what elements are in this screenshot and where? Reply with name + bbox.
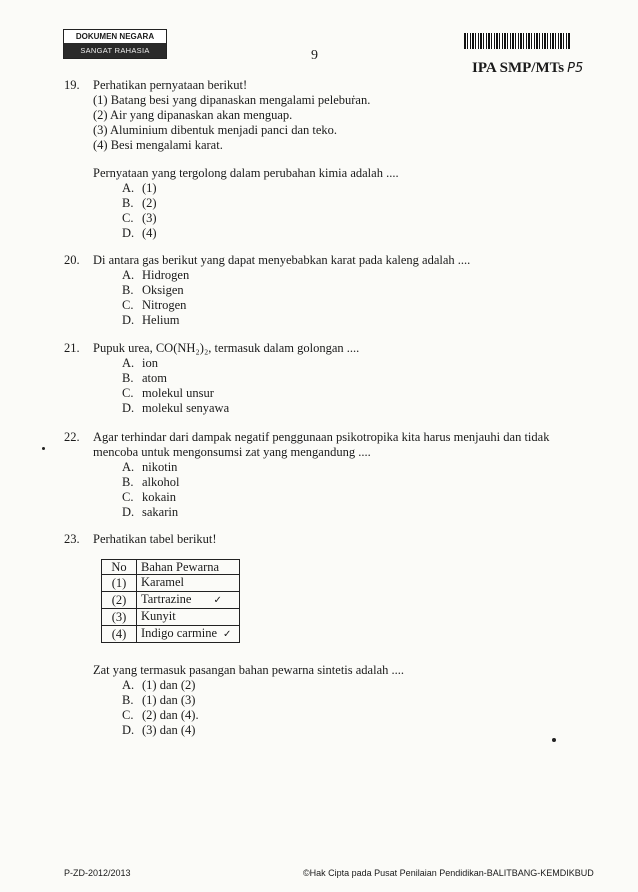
table-header: Bahan Pewarna: [137, 560, 240, 575]
option-text: (2): [142, 196, 157, 210]
table-row: [102, 592, 240, 609]
table-cell-name: [137, 626, 240, 643]
question-prompt: mencoba untuk mengonsumsi zat yang mengandung ....: [93, 445, 371, 459]
question-line: Perhatikan pernyataan berikut!: [93, 78, 248, 92]
document-classification-box: [63, 29, 167, 59]
option-text: Nitrogen: [142, 298, 187, 312]
table-row: [102, 575, 240, 592]
answer-option[interactable]: [122, 181, 563, 196]
table-cell-name: [137, 609, 240, 626]
option-text: sakarin: [142, 505, 179, 519]
option-text: (1) dan (2): [142, 678, 196, 692]
check-mark-icon: ✓: [223, 629, 232, 640]
option-letter: C.: [122, 298, 134, 312]
option-text: molekul senyawa: [142, 401, 230, 415]
dye-table: [101, 559, 240, 643]
question-line: (2) Air yang dipanaskan akan menguap.: [93, 108, 293, 122]
barcode-image: [464, 33, 570, 49]
option-letter: B.: [122, 196, 134, 210]
answer-option[interactable]: [122, 226, 563, 241]
option-text: atom: [142, 371, 167, 385]
subject-label: IPA SMP/MTs: [472, 60, 565, 76]
question-number: 22.: [64, 430, 80, 444]
option-letter: A.: [122, 181, 135, 195]
scan-speck: [42, 447, 45, 450]
option-letter: A.: [122, 356, 135, 370]
answer-option[interactable]: [122, 298, 563, 313]
option-text: Helium: [142, 313, 180, 327]
option-text: alkohol: [142, 475, 180, 489]
option-text: ion: [142, 356, 158, 370]
question-prompt: Perhatikan tabel berikut!: [93, 532, 217, 546]
table-cell-name: [137, 575, 240, 592]
answer-option[interactable]: [122, 723, 563, 738]
question-number: 20.: [64, 253, 80, 267]
scan-speck: [552, 738, 556, 742]
answer-option[interactable]: [122, 371, 563, 386]
option-text: (1): [142, 181, 157, 195]
table-cell-no: (4): [102, 626, 137, 643]
subject-title: [472, 60, 583, 77]
question-line: (1) Batang besi yang dipanaskan mengalami pelebuṙan.: [93, 93, 371, 107]
answer-option[interactable]: [122, 693, 563, 708]
option-text: (3): [142, 211, 157, 225]
option-letter: C.: [122, 708, 134, 722]
dye-name: Karamel: [141, 575, 185, 589]
page-number: 9: [311, 48, 318, 63]
answer-option[interactable]: [122, 490, 563, 505]
question-prompt: Di antara gas berikut yang dapat menyebabkan karat pada kaleng adalah ....: [93, 253, 471, 267]
option-letter: B.: [122, 475, 134, 489]
option-letter: A.: [122, 460, 135, 474]
doc-label: DOKUMEN NEGARA: [64, 30, 166, 43]
answer-option[interactable]: [122, 268, 563, 283]
question-line: (3) Aluminium dibentuk menjadi panci dan teko.: [93, 123, 338, 137]
secret-label: SANGAT RAHASIA: [64, 43, 166, 58]
dye-name: Indigo carmine: [141, 626, 218, 640]
option-text: (3) dan (4): [142, 723, 196, 737]
option-text: (1) dan (3): [142, 693, 196, 707]
question-number: 21.: [64, 341, 80, 355]
option-letter: B.: [122, 371, 134, 385]
table-cell-no: (3): [102, 609, 137, 626]
answer-option[interactable]: [122, 283, 563, 298]
dye-name: Tartrazine: [141, 592, 192, 606]
option-text: Oksigen: [142, 283, 184, 297]
answer-option[interactable]: [122, 460, 563, 475]
option-letter: D.: [122, 226, 135, 240]
table-cell-no: (1): [102, 575, 137, 592]
option-text: nikotin: [142, 460, 178, 474]
option-letter: D.: [122, 723, 135, 737]
question-prompt: Pupuk urea, CO(NH₂)₂, termasuk dalam golongan ....: [93, 341, 360, 355]
option-letter: B.: [122, 283, 134, 297]
table-row: [102, 609, 240, 626]
answer-option[interactable]: [122, 386, 563, 401]
question-number: 23.: [64, 532, 80, 546]
footer-copyright: ©Hak Cipta pada Pusat Penilaian Pendidikan-BALITBANG-KEMDIKBUD: [303, 868, 594, 878]
answer-option[interactable]: [122, 211, 563, 226]
option-letter: C.: [122, 211, 134, 225]
option-letter: A.: [122, 678, 135, 692]
dye-name: Kunyit: [141, 609, 176, 623]
question-line: (4) Besi mengalami karat.: [93, 138, 223, 152]
answer-option[interactable]: [122, 708, 563, 723]
option-letter: D.: [122, 401, 135, 415]
table-row: [102, 626, 240, 643]
answer-option[interactable]: [122, 401, 563, 416]
option-letter: B.: [122, 693, 134, 707]
option-text: (2) dan (4).: [142, 708, 199, 722]
answer-option[interactable]: [122, 475, 563, 490]
answer-option[interactable]: [122, 313, 563, 328]
option-letter: C.: [122, 386, 134, 400]
option-letter: A.: [122, 268, 135, 282]
option-letter: C.: [122, 490, 134, 504]
table-header-row: [102, 560, 240, 575]
answer-option[interactable]: [122, 196, 563, 211]
option-text: Hidrogen: [142, 268, 190, 282]
table-cell-no: (2): [102, 592, 137, 609]
answer-option[interactable]: [122, 356, 563, 371]
option-text: molekul unsur: [142, 386, 214, 400]
answer-option[interactable]: [122, 678, 563, 693]
question-prompt: Zat yang termasuk pasangan bahan pewarna sintetis adalah ....: [93, 663, 404, 677]
footer-code: P-ZD-2012/2013: [64, 868, 131, 878]
question-line: [93, 153, 563, 166]
option-text: (4): [142, 226, 157, 240]
option-letter: D.: [122, 505, 135, 519]
option-letter: D.: [122, 313, 135, 327]
question-number: 19.: [64, 78, 80, 92]
question-prompt: Agar terhindar dari dampak negatif penggunaan psikotropika kita harus menjauhi dan tidak: [93, 430, 550, 444]
table-cell-name: [137, 592, 240, 609]
check-mark-icon: ✓: [213, 595, 222, 606]
answer-option[interactable]: [122, 505, 563, 520]
question-prompt: Pernyataan yang tergolong dalam perubahan kimia adalah ....: [93, 166, 399, 180]
option-text: kokain: [142, 490, 177, 504]
table-header: No: [102, 560, 137, 575]
handwritten-code: P5: [567, 61, 584, 76]
